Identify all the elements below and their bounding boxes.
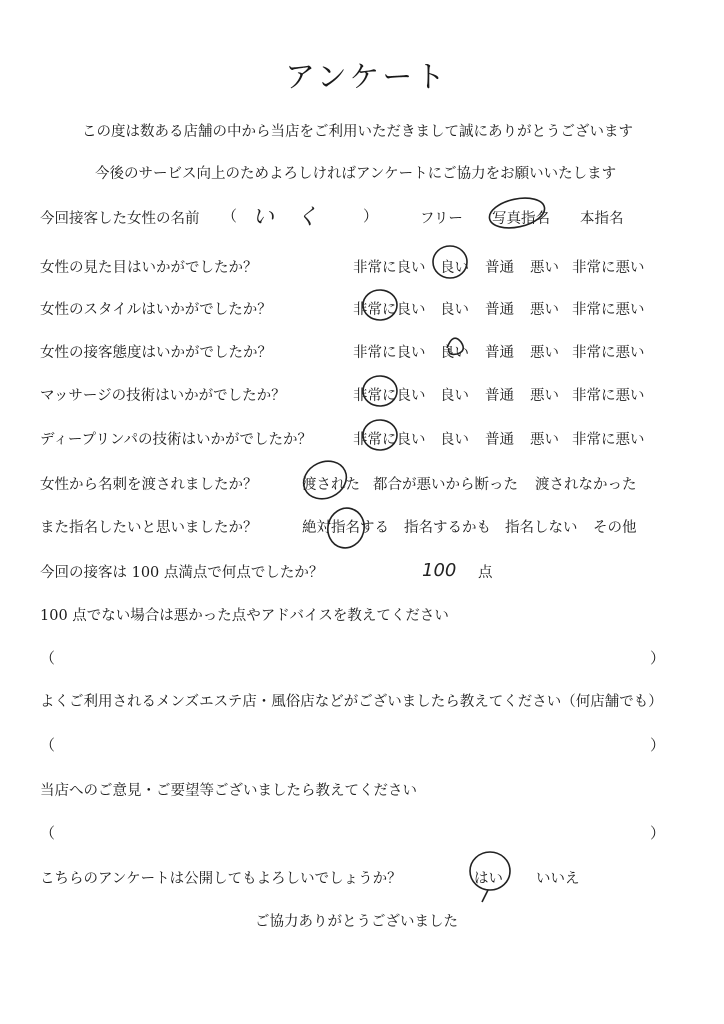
card-declined[interactable]: 都合が悪いから断った — [373, 477, 518, 493]
card-received[interactable]: 渡された — [302, 477, 360, 493]
advice-close-paren: ） — [650, 649, 666, 667]
handwritten-name: いく — [252, 205, 341, 230]
looks-good[interactable]: 良い — [440, 260, 469, 276]
publish-no[interactable]: いいえ — [536, 871, 580, 887]
option-main-nomination[interactable]: 本指名 — [580, 211, 624, 227]
attitude-average[interactable]: 普通 — [485, 345, 514, 361]
lymph-question: ディープリンパの技術はいかがでしたか？ — [40, 432, 313, 448]
attitude-question: 女性の接客態度はいかがでしたか？ — [40, 345, 272, 361]
attitude-very-good[interactable]: 非常に良い — [353, 345, 426, 361]
lymph-very-bad[interactable]: 非常に悪い — [572, 432, 645, 448]
opinion-open-paren: （ — [40, 824, 56, 842]
looks-bad[interactable]: 悪い — [530, 260, 559, 276]
style-good[interactable]: 良い — [440, 302, 469, 318]
style-average[interactable]: 普通 — [485, 302, 514, 318]
renominate-question: また指名したいと思いましたか？ — [40, 520, 258, 536]
attitude-very-bad[interactable]: 非常に悪い — [572, 345, 645, 361]
selection-tail-publish-yes — [482, 890, 488, 902]
other-shops-close-paren: ） — [650, 736, 666, 754]
lymph-bad[interactable]: 悪い — [530, 432, 559, 448]
looks-very-good[interactable]: 非常に良い — [353, 260, 426, 276]
opinion-question: 当店へのご意見・ご要望等ございましたら教えてください — [40, 783, 417, 799]
advice-open-paren: （ — [40, 649, 56, 667]
opinion-close-paren: ） — [650, 824, 666, 842]
massage-good[interactable]: 良い — [440, 388, 469, 404]
lymph-very-good[interactable]: 非常に良い — [353, 432, 426, 448]
publish-question: こちらのアンケートは公開してもよろしいでしょうか？ — [40, 871, 402, 887]
massage-very-bad[interactable]: 非常に悪い — [572, 388, 645, 404]
style-question: 女性のスタイルはいかがでしたか？ — [40, 302, 272, 318]
looks-average[interactable]: 普通 — [485, 260, 514, 276]
closing-message: ご協力ありがとうございました — [255, 914, 458, 930]
attitude-bad[interactable]: 悪い — [530, 345, 559, 361]
massage-very-good[interactable]: 非常に良い — [353, 388, 426, 404]
massage-average[interactable]: 普通 — [485, 388, 514, 404]
score-question: 今回の接客は 100 点満点で何点でしたか？ — [40, 565, 324, 581]
option-photo-nomination[interactable]: 写真指名 — [492, 211, 550, 227]
handwritten-score: 100 — [422, 560, 457, 581]
intro-line-1: この度は数ある店舗の中から当店をご利用いただきまして誠にありがとうございます — [82, 124, 633, 140]
publish-yes[interactable]: はい — [474, 871, 503, 887]
card-not-received[interactable]: 渡されなかった — [535, 477, 637, 493]
score-unit: 点 — [478, 565, 493, 581]
looks-question: 女性の見た目はいかがでしたか？ — [40, 260, 258, 276]
renominate-definitely[interactable]: 絶対指名する — [302, 520, 389, 536]
style-very-bad[interactable]: 非常に悪い — [572, 302, 645, 318]
advice-question: 100 点でない場合は悪かった点やアドバイスを教えてください — [40, 608, 449, 624]
name-question-label: 今回接客した女性の名前 — [40, 211, 200, 227]
looks-very-bad[interactable]: 非常に悪い — [572, 260, 645, 276]
card-question: 女性から名刺を渡されましたか？ — [40, 477, 258, 493]
style-very-good[interactable]: 非常に良い — [353, 302, 426, 318]
lymph-good[interactable]: 良い — [440, 432, 469, 448]
massage-question: マッサージの技術はいかがでしたか？ — [40, 388, 286, 404]
name-close-paren: ） — [363, 207, 379, 225]
renominate-maybe[interactable]: 指名するかも — [404, 520, 491, 536]
page-title: アンケート — [285, 60, 449, 95]
renominate-other[interactable]: その他 — [593, 520, 637, 536]
style-bad[interactable]: 悪い — [530, 302, 559, 318]
name-open-paren: （ — [222, 207, 238, 225]
intro-line-2: 今後のサービス向上のためよろしければアンケートにご協力をお願いいたします — [95, 166, 617, 182]
other-shops-question: よくご利用されるメンズエステ店・風俗店などがございましたら教えてください（何店舗でも） — [40, 694, 663, 710]
option-free[interactable]: フリー — [420, 211, 463, 227]
other-shops-open-paren: （ — [40, 736, 56, 754]
attitude-good[interactable]: 良い — [440, 345, 469, 361]
lymph-average[interactable]: 普通 — [485, 432, 514, 448]
massage-bad[interactable]: 悪い — [530, 388, 559, 404]
renominate-no[interactable]: 指名しない — [505, 520, 578, 536]
